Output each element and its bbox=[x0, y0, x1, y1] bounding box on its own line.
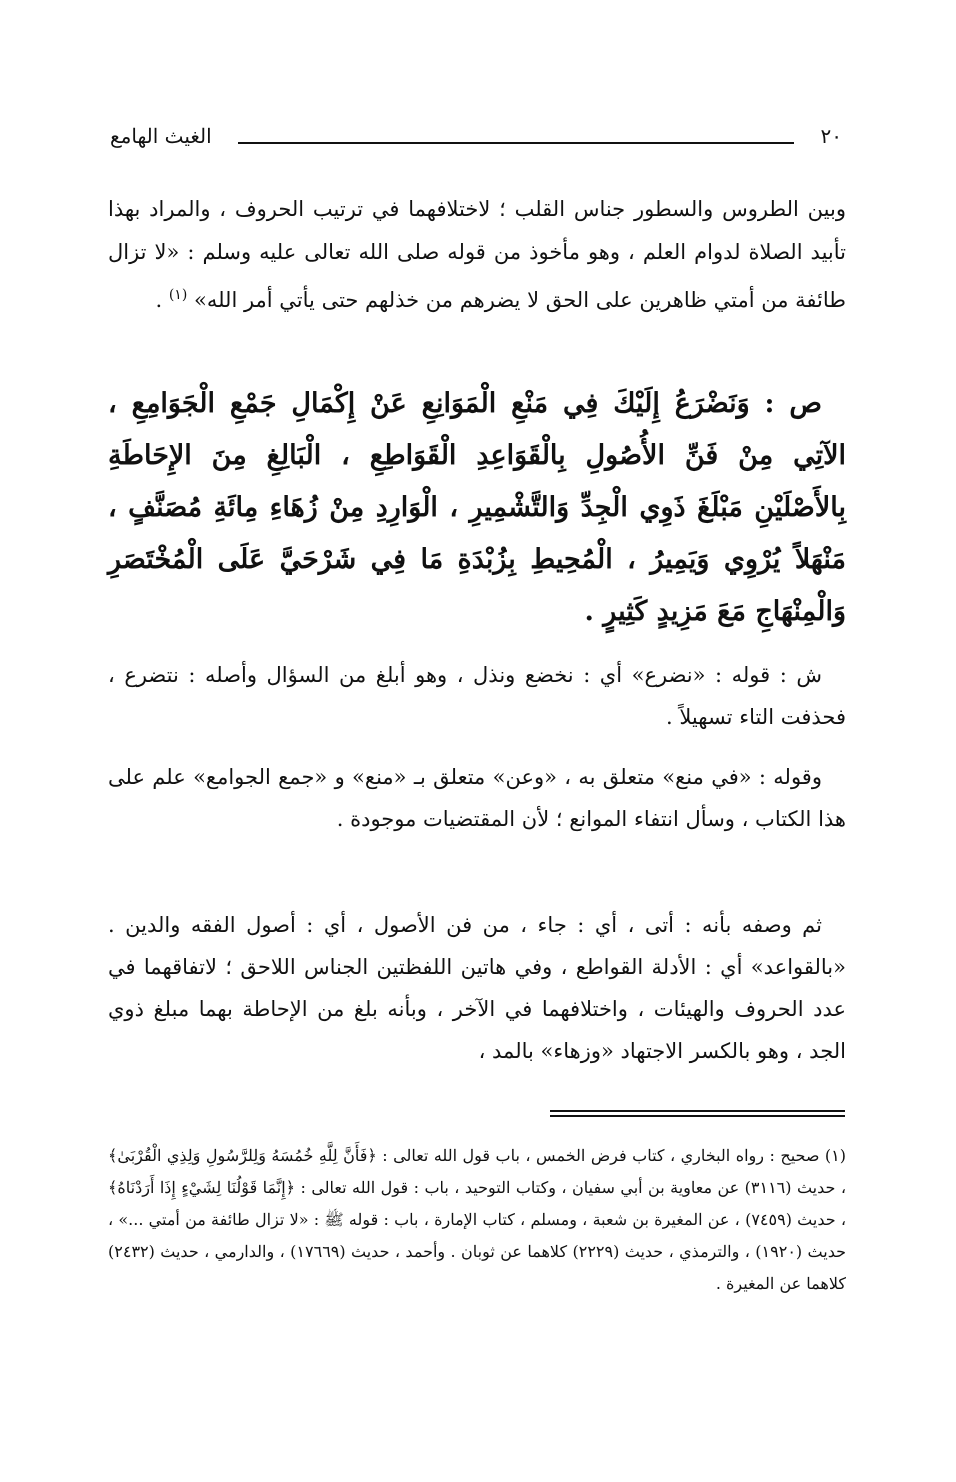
footnote-reference: (١) bbox=[168, 287, 188, 303]
page-number: ٢٠ bbox=[820, 124, 842, 148]
book-title: الغيث الهامع bbox=[110, 124, 212, 148]
commentary-paragraph-2: وقوله : «في منع» متعلق به ، «وعن» متعلق بـ «منع» و «جمع الجوامع» علم على هذا الكتاب ، وسأل انتفاء الموانع ؛ لأن المقتضيات موجودة . bbox=[108, 765, 846, 831]
commentary-paragraph-3: ثم وصفه بأنه : أتى ، أي : جاء ، من فن الأصول ، أي : أصول الفقه والدين . «بالقواعد» أي : الأدلة القواطع ، وفي هاتين اللفظتين الجناس اللاحق ؛ لاتفاقهما في عدد الحروف والهيئات ، واختلافهما في الآخر ، وبأنه بلغ من الإحاطة بهما مبلغ ذوي الجد ، وهو بالكسر الاجتهاد «وزهاء» بالمد ، bbox=[108, 913, 846, 1063]
footnote-separator bbox=[550, 1110, 845, 1117]
commentary-paragraph-1: ش : قوله : «نضرع» أي : نخضع ونذل ، وهو أبلغ من السؤال وأصله : نتضرع ، فحذفت التاء تسهيلاً . bbox=[108, 663, 846, 729]
footnote-1: (١) صحيح : رواه البخاري ، كتاب فرض الخمس ، باب قول الله تعالى : ﴿فَأَنَّ لِلَّهِ خُمُسَهُ وَلِلرَّسُولِ وَلِذِي الْقُرْبَىٰ﴾ ، حديث (٣١١٦) عن معاوية بن أبي سفيان ، وكتاب التوحيد ، باب : قول الله تعالى : ﴿إِنَّمَا قَوْلُنَا لِشَيْءٍ إِذَا أَرَدْنَاهُ﴾ ، حديث (٧٤٥٩) ، عن المغيرة بن شعبة ، ومسلم ، كتاب الإمارة ، باب : قوله ﷺ : «لا تزال طائفة من أمتي ...» ، حديث (١٩٢٠) ، والترمذي ، حديث (٢٢٢٩) كلاهما عن ثوبان . وأحمد ، حديث (١٧٦٦٩) ، والدارمي ، حديث (٢٤٣٢) كلاهما عن المغيرة . bbox=[108, 1146, 847, 1293]
header-rule bbox=[238, 142, 794, 144]
paragraph-1-end: . bbox=[155, 288, 169, 312]
matn-paragraph: ص : وَنَضْرَعُ إِلَيْكَ فِي مَنْعِ الْمَوَانِعِ عَنْ إِكْمَالِ جَمْعِ الْجَوَامِعِ ، الآتِي مِنْ فَنِّ الأُصُولِ بِالْقَوَاعِدِ الْقَوَاطِعِ ، الْبَالِغِ مِنَ الإِحَاطَةِ بِالأَصْلَيْنِ مَبْلَغَ ذَوِي الْجِدِّ وَالتَّشْمِيرِ ، الْوَارِدِ مِنْ زُهَاءِ مِائَةِ مُصَنَّفٍ ، مَنْهَلاً يُرْوِي وَيَمِيرُ ، الْمُحِيطِ بِزُبْدَةِ مَا فِي شَرْحَيَّ عَلَى الْمُخْتَصَرِ وَالْمِنْهَاجِ مَعَ مَزِيدٍ كَثِيرٍ . bbox=[108, 388, 846, 627]
body-paragraph-1 bbox=[108, 188, 846, 322]
running-header bbox=[110, 120, 842, 160]
paragraph-1-text: وبين الطروس والسطور جناس القلب ؛ لاختلافهما في ترتيب الحروف ، والمراد بهذا تأبيد الصلاة لدوام العلم ، وهو مأخوذ من قوله صلى الله تعالى عليه وسلم : «لا تزال طائفة من أمتي ظاهرين على الحق لا يضرهم من خذلهم حتى يأتي أمر الله» bbox=[108, 197, 846, 312]
